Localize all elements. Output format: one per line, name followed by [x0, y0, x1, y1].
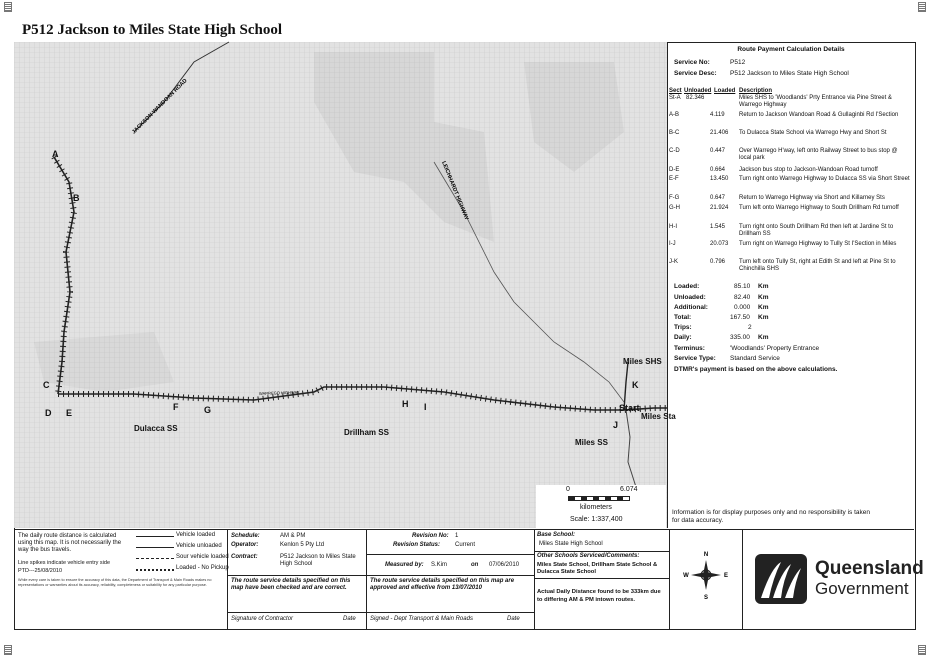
compass-n: N: [703, 552, 709, 558]
legend-loaded: Vehicle loaded: [176, 532, 216, 538]
scale-ruler: [568, 496, 630, 501]
other-schools-label: Other Schools Serviced/Comments:: [537, 553, 640, 559]
crest-icon: [751, 548, 811, 608]
map-canvas: [14, 42, 667, 528]
dept-date-label: Date: [507, 616, 520, 622]
contract-label: Contract:: [231, 554, 258, 560]
section-id: C-D: [669, 148, 680, 154]
legend-unloaded: Vehicle unloaded: [176, 543, 222, 549]
legend-cell: [14, 530, 228, 629]
school-cell: [535, 530, 670, 629]
revision-no-label: Revision No:: [412, 533, 449, 539]
total-unit: Km: [758, 294, 769, 301]
schedule-value: AM & PM: [280, 533, 306, 539]
section-id: F-G: [669, 195, 680, 201]
total-label: Daily:: [674, 334, 692, 341]
divider: [228, 612, 366, 613]
section-description: Jackson bus stop to Jackson-Wandoan Road turnoff: [739, 167, 878, 173]
road-label-leichhardt: LEICHHARDT HIGHWAY: [440, 160, 470, 222]
section-loaded: 0.447: [710, 148, 726, 154]
total-value: 335.00: [730, 334, 750, 341]
section-loaded: 0.664: [710, 167, 726, 173]
compass-icon: [670, 530, 742, 629]
section-loaded: 1.545: [710, 224, 726, 230]
compass-s: S: [703, 595, 709, 601]
measured-on-label: on: [471, 562, 479, 568]
compass-e: E: [723, 573, 729, 579]
legal-disclaimer: While every care is taken to ensure the accuracy of this data, the Department of Transport & Main Roads makes no representations or warranties about its accuracy, reliability, completeness or suitability for any particular purpose.: [18, 578, 212, 587]
section-description: Miles SHS to 'Woodlands' Prty Entrance via Pine Street & Warrego Highway: [739, 95, 892, 108]
point-label-g: G: [204, 405, 212, 415]
scale-max: 6.074: [620, 486, 638, 493]
section-description: Turn left onto Tully St, right at Edith St and left at Pine St to Chinchilla SHS: [739, 259, 896, 272]
point-label-k: K: [632, 380, 639, 390]
header-description: Description: [739, 88, 773, 94]
shaded-region: [34, 332, 174, 392]
section-description: To Dulacca State School via Warrego Hwy and Short St: [739, 130, 887, 136]
section-loaded: 4.119: [710, 112, 725, 118]
page-title: P512 Jackson to Miles State High School: [22, 22, 283, 38]
revision-status-value: Current: [455, 542, 476, 548]
point-label-c: C: [43, 380, 50, 390]
panel-title: Route Payment Calculation Details: [737, 46, 845, 53]
total-label: Total:: [674, 314, 692, 321]
scale-zero: 0: [566, 486, 570, 493]
terminus-label: Terminus:: [674, 345, 705, 352]
total-unit: Km: [758, 283, 769, 290]
section-description: Turn right onto South Drillham Rd then left at Jardine St to Drillham SS: [739, 224, 894, 237]
section-loaded: 0.796: [710, 259, 726, 265]
point-label-i: I: [424, 402, 427, 412]
section-loaded: 20.073: [710, 241, 729, 247]
measured-value: S.Kim: [431, 562, 448, 568]
divider: [535, 578, 669, 579]
service-type-label: Service Type:: [674, 355, 716, 362]
scale-ratio: Scale: 1:337,400: [570, 516, 623, 523]
section-id: E-F: [669, 176, 679, 182]
service-no-label: Service No:: [674, 59, 710, 66]
registration-mark: [918, 645, 926, 655]
point-label-a: A: [52, 149, 59, 159]
road-label-jackson-wandoan: JACKSON WANDOAN ROAD: [131, 78, 189, 136]
legend-no-pickup: Loaded - No Pickup: [176, 565, 229, 571]
header-unloaded: Unloaded: [684, 88, 712, 94]
total-unit: Km: [758, 304, 769, 311]
town-label-miles-sta: Miles Sta: [641, 412, 676, 421]
section-description: Turn right onto Warrego Highway to Dulacca SS via Short Street: [739, 176, 910, 182]
route-distance-note: The daily route distance is calculated using this map. It is not necessarily the way the bus travels.: [18, 533, 122, 553]
dept-signature-label: Signed - Dept Transport & Main Roads: [370, 616, 473, 622]
service-desc-value: P512 Jackson to Miles State High School: [730, 70, 849, 77]
total-value: 0.000: [734, 304, 751, 311]
section-description: Return to Warrego Highway via Short and Killarney Sts: [739, 195, 885, 201]
section-unloaded: 82.346: [686, 95, 705, 101]
service-type-value: Standard Service: [730, 355, 780, 362]
point-label-f: F: [173, 402, 179, 412]
route-payment-panel: [668, 42, 914, 528]
section-id: H-I: [669, 224, 677, 230]
header-sect: Sect: [669, 88, 682, 94]
service-desc-row: [674, 70, 717, 77]
divider: [367, 612, 534, 613]
section-id: A-B: [669, 112, 680, 118]
total-unit: Km: [758, 334, 769, 341]
registration-mark: [4, 645, 12, 655]
divider: [228, 575, 366, 576]
section-description: Turn right on Warrego Highway to Tully St I'Section in Miles: [739, 241, 897, 247]
point-label-d: D: [45, 408, 52, 418]
legend-symbol-sour: [136, 558, 174, 559]
ptd-date: PTD---25/08/2010: [18, 568, 63, 574]
section-id: B-C: [669, 130, 680, 136]
road-label-warrego: WARREGO HIGHWAY: [258, 389, 300, 396]
total-value: 85.10: [734, 283, 751, 290]
section-loaded: 0.647: [710, 195, 726, 201]
measured-date: 07/06/2010: [489, 562, 520, 568]
scale-unit: kilometers: [580, 504, 612, 511]
section-description: Turn left onto Warrego Highway to South Drillham Rd turnoff: [739, 205, 899, 211]
registration-mark: [4, 2, 12, 12]
measured-label: Measured by:: [385, 562, 424, 568]
section-id: D-E: [669, 167, 680, 173]
other-schools-value: Miles State School, Drillham State School & Dulacca State School: [537, 562, 658, 575]
divider: [367, 575, 534, 576]
town-label-drillham: Drillham SS: [344, 428, 389, 437]
spike-note: Line spikes indicate vehicle entry side: [18, 560, 111, 566]
service-no-row: [674, 59, 710, 66]
point-label-e: E: [66, 408, 73, 418]
contractor-signature-label: Signature of Contractor: [231, 616, 294, 622]
section-id: St-A: [669, 95, 681, 101]
total-label: Unloaded:: [674, 294, 706, 301]
point-label-b: B: [73, 193, 80, 203]
section-id: G-H: [669, 205, 680, 211]
compass-rose: [670, 530, 743, 629]
base-school-label: Base School:: [537, 532, 576, 538]
revision-cell: [367, 530, 535, 629]
header-loaded: Loaded: [714, 88, 736, 94]
divider: [367, 554, 534, 555]
section-loaded: 21.406: [710, 130, 729, 136]
section-loaded: 13.450: [710, 176, 729, 182]
total-label: Trips:: [674, 324, 692, 331]
schedule-label: Schedule:: [231, 533, 260, 539]
contract-cell: [228, 530, 367, 629]
info-disclaimer: Information is for display purposes only and no responsibility is taken for data accuracy.: [672, 509, 870, 524]
total-value: 82.40: [734, 294, 751, 301]
total-label: Loaded:: [674, 283, 700, 290]
section-loaded: 21.924: [710, 205, 729, 211]
contract-value: P512 Jackson to Miles State High School: [280, 554, 356, 567]
operator-label: Operator:: [231, 542, 259, 548]
town-label-miles-ss: Miles SS: [575, 438, 608, 447]
total-value: 2: [748, 324, 752, 331]
legend-symbol-loaded: [136, 536, 174, 537]
total-unit: Km: [758, 314, 769, 321]
scale-bar: [536, 485, 666, 528]
town-label-start: Start: [619, 403, 640, 413]
divider: [535, 551, 669, 552]
legend-symbol-unloaded: [136, 547, 174, 548]
service-no-value: P512: [730, 59, 746, 66]
registration-mark: [918, 2, 926, 12]
checked-statement: The route service details specified on this map have been checked and are correct.: [231, 578, 351, 591]
compass-w: W: [683, 573, 689, 579]
section-description: Return to Jackson Wandoan Road & Gullaginbi Rd I'Section: [739, 112, 899, 118]
contractor-date-label: Date: [343, 616, 356, 622]
logo-line-2: Government: [815, 579, 909, 598]
approval-statement: The route service details specified on this map are approved and effective from 13/07/2010: [370, 578, 515, 591]
service-desc-label: Service Desc:: [674, 70, 717, 77]
section-id: J-K: [669, 259, 678, 265]
logo-line-1: Queensland: [815, 558, 924, 579]
section-id: I-J: [669, 241, 676, 247]
terminus-value: 'Woodlands' Property Entrance: [730, 345, 820, 352]
point-label-h: H: [402, 399, 409, 409]
base-school-value: Miles State High School: [539, 541, 603, 547]
revision-status-label: Revision Status:: [393, 542, 441, 548]
town-label-miles-shs: Miles SHS: [623, 357, 662, 366]
queensland-government-logo: [743, 530, 924, 629]
operator-value: Kenlon 5 Pty Ltd: [280, 542, 325, 548]
legend-symbol-nopickup: [136, 569, 174, 571]
total-label: Additional:: [674, 304, 708, 311]
point-label-j: J: [613, 420, 619, 430]
dtmr-note: DTMR's payment is based on the above calculations.: [674, 366, 838, 373]
section-description: Over Warrego H'way, left onto Railway Street to bus stop @ local park: [739, 148, 898, 161]
distance-comment: Actual Daily Distance found to be 333km due to differing AM & PM intown routes.: [537, 589, 661, 603]
total-value: 167.50: [730, 314, 750, 321]
revision-no-value: 1: [455, 533, 459, 539]
town-label-dulacca: Dulacca SS: [134, 424, 178, 433]
footer-strip: [14, 529, 924, 629]
legend-sour-loaded: Sour vehicle loaded: [176, 554, 229, 560]
